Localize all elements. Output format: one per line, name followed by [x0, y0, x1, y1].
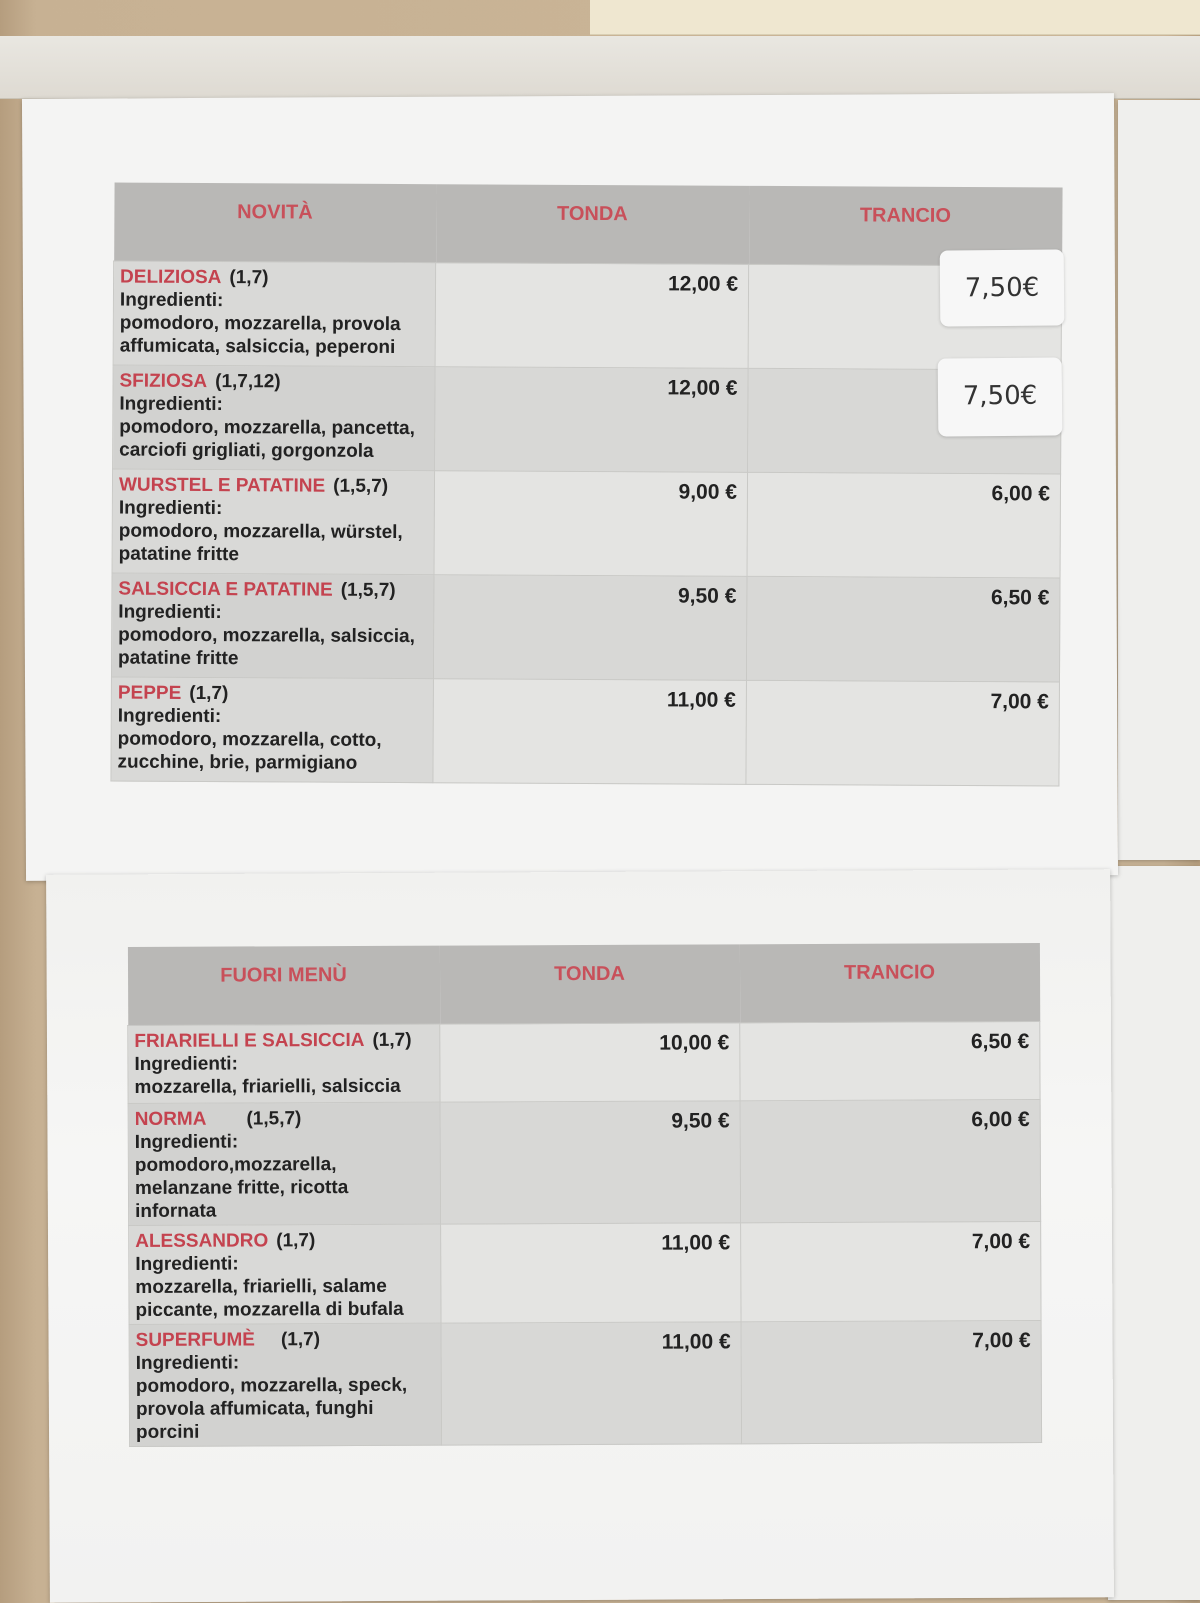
allergens: (1,7)	[372, 1029, 412, 1051]
menu-item-cell	[128, 1102, 441, 1225]
allergens: (1,5,7)	[340, 579, 396, 602]
wall-strip	[0, 36, 1200, 99]
menu-item-cell	[113, 365, 436, 471]
ingredients-text: mozzarella, friarielli, salame piccante, mozzarella di bufala	[135, 1275, 404, 1321]
menu-row	[129, 1222, 1041, 1325]
allergens: (1,5,7)	[246, 1108, 302, 1130]
ingredients-label: Ingredienti:	[119, 289, 224, 312]
allergens: (1,7)	[280, 1329, 321, 1351]
header-section: FUORI MENÙ	[127, 946, 439, 1026]
menu-row	[112, 469, 1061, 578]
price-trancio: 7,00 €	[746, 680, 1060, 786]
ingredients-label: Ingredienti:	[118, 497, 223, 520]
fuori-menu-table	[127, 943, 1042, 1447]
adjacent-sheet-right-top	[1118, 100, 1200, 860]
pizza-name: FRIARIELLI E SALSICCIA	[134, 1029, 365, 1052]
pizza-name: ALESSANDRO	[135, 1230, 269, 1252]
price-trancio: 7,00 €	[741, 1321, 1042, 1444]
pizza-name: SUPERFUMÈ	[135, 1329, 255, 1351]
ingredients-label: Ingredienti:	[134, 1053, 238, 1075]
adjacent-sheet-right-bottom	[1108, 866, 1200, 1600]
header-section: NOVITÀ	[114, 183, 436, 263]
ingredients-label: Ingredienti:	[135, 1352, 240, 1374]
price-trancio: 6,00 €	[747, 472, 1061, 578]
price-tonda: 9,50 €	[433, 575, 747, 681]
allergens: (1,7)	[276, 1230, 316, 1252]
header-tonda: TONDA	[436, 184, 749, 264]
ingredients-label: Ingredienti:	[135, 1253, 239, 1275]
top-paper-note	[590, 0, 1200, 35]
allergens: (1,7)	[229, 267, 269, 289]
menu-item-cell	[112, 469, 435, 575]
handwritten-price-sticker: 7,50€	[938, 357, 1063, 436]
menu-row	[128, 1022, 1040, 1104]
price-trancio: 6,00 €	[740, 1100, 1041, 1223]
price-tonda: 12,00 €	[435, 367, 749, 473]
price-tonda: 11,00 €	[433, 679, 747, 785]
price-tonda: 12,00 €	[435, 263, 749, 369]
allergens: (1,7)	[189, 682, 229, 705]
pizza-name: DELIZIOSA	[120, 266, 222, 289]
menu-item-cell	[129, 1323, 442, 1446]
menu-item-cell	[111, 677, 434, 783]
ingredients-label: Ingredienti:	[119, 393, 223, 416]
ingredients-text: pomodoro, mozzarella, pancetta, carciofi grigliati, gorgonzola	[119, 416, 415, 462]
menu-row	[129, 1321, 1042, 1447]
pizza-name: PEPPE	[117, 682, 182, 704]
ingredients-text: pomodoro, mozzarella, cotto, zucchine, brie, parmigiano	[117, 728, 382, 774]
ingredients-label: Ingredienti:	[118, 601, 222, 624]
menu-item-cell	[111, 573, 434, 679]
ingredients-text: mozzarella, friarielli, salsiccia	[134, 1075, 401, 1098]
price-trancio: 6,50 €	[740, 1022, 1040, 1101]
price-tonda: 11,00 €	[441, 1322, 742, 1445]
price-tonda: 10,00 €	[440, 1023, 740, 1102]
ingredients-text: pomodoro, mozzarella, speck, provola affumicata, funghi porcini	[135, 1374, 408, 1443]
price-tonda: 11,00 €	[441, 1223, 741, 1323]
price-tonda: 9,50 €	[440, 1101, 741, 1224]
novita-menu-table	[110, 183, 1062, 787]
header-trancio: TRANCIO	[749, 186, 1062, 266]
menu-row	[111, 677, 1060, 786]
header-tonda: TONDA	[439, 944, 739, 1024]
menu-row	[111, 573, 1060, 682]
ingredients-text: pomodoro,mozzarella, melanzane fritte, ricotta infornata	[134, 1154, 349, 1222]
ingredients-label: Ingredienti:	[134, 1131, 239, 1153]
pizza-name: SALSICCIA E PATATINE	[118, 578, 333, 601]
allergens: (1,5,7)	[333, 475, 389, 497]
menu-item-cell	[129, 1224, 441, 1324]
ingredients-label: Ingredienti:	[117, 705, 222, 728]
menu-row	[128, 1100, 1041, 1226]
ingredients-text: pomodoro, mozzarella, würstel, patatine fritte	[118, 520, 403, 566]
menu-item-cell	[113, 261, 436, 367]
ingredients-text: pomodoro, mozzarella, salsiccia, patatine fritte	[118, 624, 415, 670]
header-trancio: TRANCIO	[739, 943, 1039, 1023]
menu-item-cell	[128, 1024, 440, 1103]
price-tonda: 9,00 €	[434, 471, 748, 577]
menu-row	[113, 365, 1062, 474]
menu-row	[113, 261, 1062, 370]
allergens: (1,7,12)	[215, 371, 281, 393]
handwritten-price-sticker: 7,50€	[940, 249, 1065, 326]
ingredients-text: pomodoro, mozzarella, provola affumicata, salsiccia, peperoni	[119, 312, 401, 358]
pizza-name: NORMA	[134, 1108, 207, 1130]
price-trancio: 6,50 €	[746, 576, 1060, 682]
price-trancio: 7,00 €	[741, 1222, 1041, 1322]
pizza-name: WURSTEL E PATATINE	[118, 474, 326, 497]
pizza-name: SFIZIOSA	[119, 370, 208, 393]
